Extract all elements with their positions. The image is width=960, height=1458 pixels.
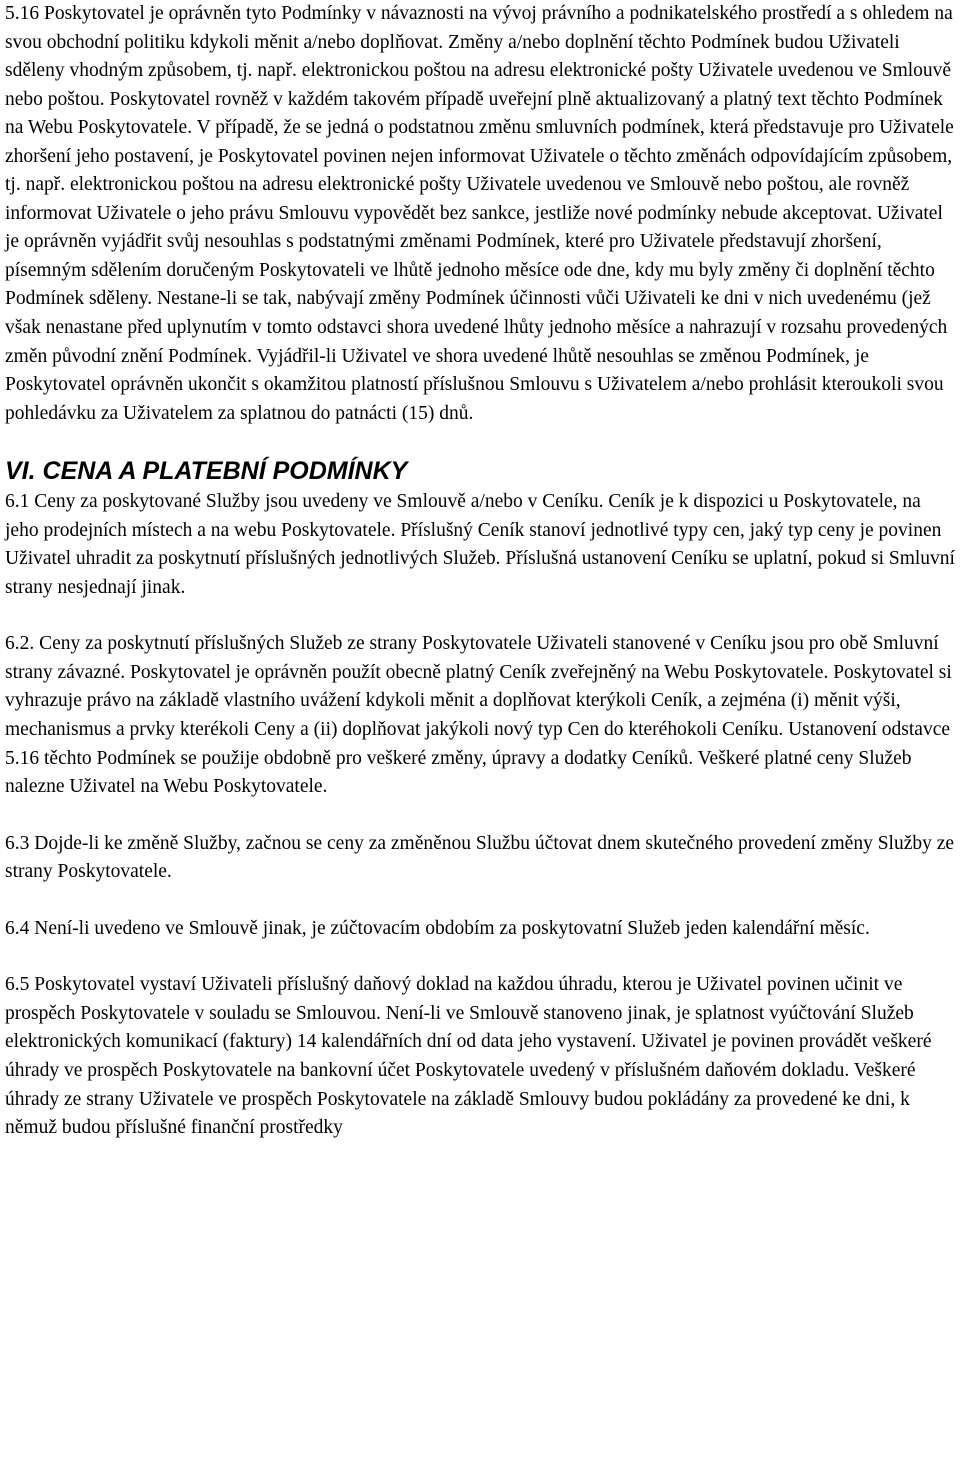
paragraph-6-4: 6.4 Není-li uvedeno ve Smlouvě jinak, je zúčtovacím obdobím za poskytovatní Služeb jeden kalendářní měsíc. <box>5 917 870 939</box>
paragraph-6-1: 6.1 Ceny za poskytované Služby jsou uvedeny ve Smlouvě a/nebo v Ceníku. Ceník je k dispozici u Poskytovatele, na jeho prodejních místech a na webu Poskytovatele. Příslušný Ceník stanoví jednotlivé typy cen, jaký typ ceny je povinen Uživatel uhradit za poskytnutí příslušných jednotlivých Služeb. Příslušná ustanovení Ceníku se uplatní, pokud si Smluvní strany nesjednají jinak. <box>5 491 955 598</box>
paragraph-6-2: 6.2. Ceny za poskytnutí příslušných Služeb ze strany Poskytovatele Uživateli stanovené v Ceníku jsou pro obě Smluvní strany závazné. Poskytovatel je oprávněn použít obecně platný Ceník zveřejněný na Webu Poskytovatele. Poskytovatel si vyhrazuje právo na základě vlastního uvážení kdykoli měnit a doplňovat kterýkoli Ceník, a zejména (i) měnit výši, mechanismus a prvky kterékoli Ceny a (ii) doplňovat jakýkoli nový typ Cen do kteréhokoli Ceníku. Ustanovení odstavce 5.16 těchto Podmínek se použije obdobně pro veškeré změny, úpravy a dodatky Ceníků. Veškeré platné ceny Služeb nalezne Uživatel na Webu Poskytovatele. <box>5 633 952 798</box>
section-heading: VI. CENA A PLATEBNÍ PODMÍNKY <box>5 457 408 486</box>
paragraph-5-16: 5.16 Poskytovatel je oprávněn tyto Podmínky v návaznosti na vývoj právního a podnikatelského prostředí a s ohledem na svou obchodní politiku kdykoli měnit a/nebo doplňovat. Změny a/nebo doplnění těchto Podmínek budou Uživateli sděleny vhodným způsobem, tj. např. elektronickou poštou na adresu elektronické pošty Uživatele uvedenou ve Smlouvě nebo poštou. Poskytovatel rovněž v každém takovém případě uveřejní plně aktualizovaný a platný text těchto Podmínek na Webu Poskytovatele. V případě, že se jedná o podstatnou změnu smluvních podmínek, která představuje pro Uživatele zhoršení jeho postavení, je Poskytovatel povinen nejen informovat Uživatele o těchto změnách odpovídajícím způsobem, tj. např. elektronickou poštou na adresu elektronické pošty Uživatele uvedenou ve Smlouvě nebo poštou, ale rovněž informovat Uživatele o jeho právu Smlouvu vypovědět bez sankce, jestliže nové podmínky nebude akceptovat. Uživatel je oprávněn vyjádřit svůj nesouhlas s podstatnými změnami Podmínek, které pro Uživatele představují zhoršení, písemným sdělením doručeným Poskytovateli ve lhůtě jednoho měsíce ode dne, kdy mu byly změny či doplnění těchto Podmínek sděleny. Nestane-li se tak, nabývají změny Podmínek účinnosti vůči Uživateli ke dni v nich uvedenému (jež však nenastane před uplynutím v tomto odstavci shora uvedené lhůty jednoho měsíce a nahrazují v rozsahu provedených změn původní znění Podmínek. Vyjádřil-li Uživatel ve shora uvedené lhůtě nesouhlas se změnou Podmínek, je Poskytovatel oprávněn ukončit s okamžitou platností příslušnou Smlouvu s Uživatelem a/nebo prohlásit kteroukoli svou pohledávku za Uživatelem za splatnou do patnácti (15) dnů. <box>5 3 954 424</box>
document-page <box>5 0 955 1143</box>
paragraph-6-3: 6.3 Dojde-li ke změně Služby, začnou se ceny za změněnou Službu účtovat dnem skutečného provedení změny Služby ze strany Poskytovatele. <box>5 832 955 883</box>
paragraph-6-5: 6.5 Poskytovatel vystaví Uživateli příslušný daňový doklad na každou úhradu, kterou je Uživatel povinen učinit ve prospěch Poskytovatele v souladu se Smlouvou. Není-li ve Smlouvě stanoveno jinak, je splatnost vyúčtování Služeb elektronických komunikací (faktury) 14 kalendářních dní od data jeho vystavení. Uživatel je povinen provádět veškeré úhrady ve prospěch Poskytovatele na bankovní účet Poskytovatele uvedený v příslušném daňovém dokladu. Veškeré úhrady ze strany Uživatele ve prospěch Poskytovatele na základě Smlouvy budou pokládány za provedené ke dni, k němuž budou příslušné finanční prostředky <box>5 974 932 1139</box>
